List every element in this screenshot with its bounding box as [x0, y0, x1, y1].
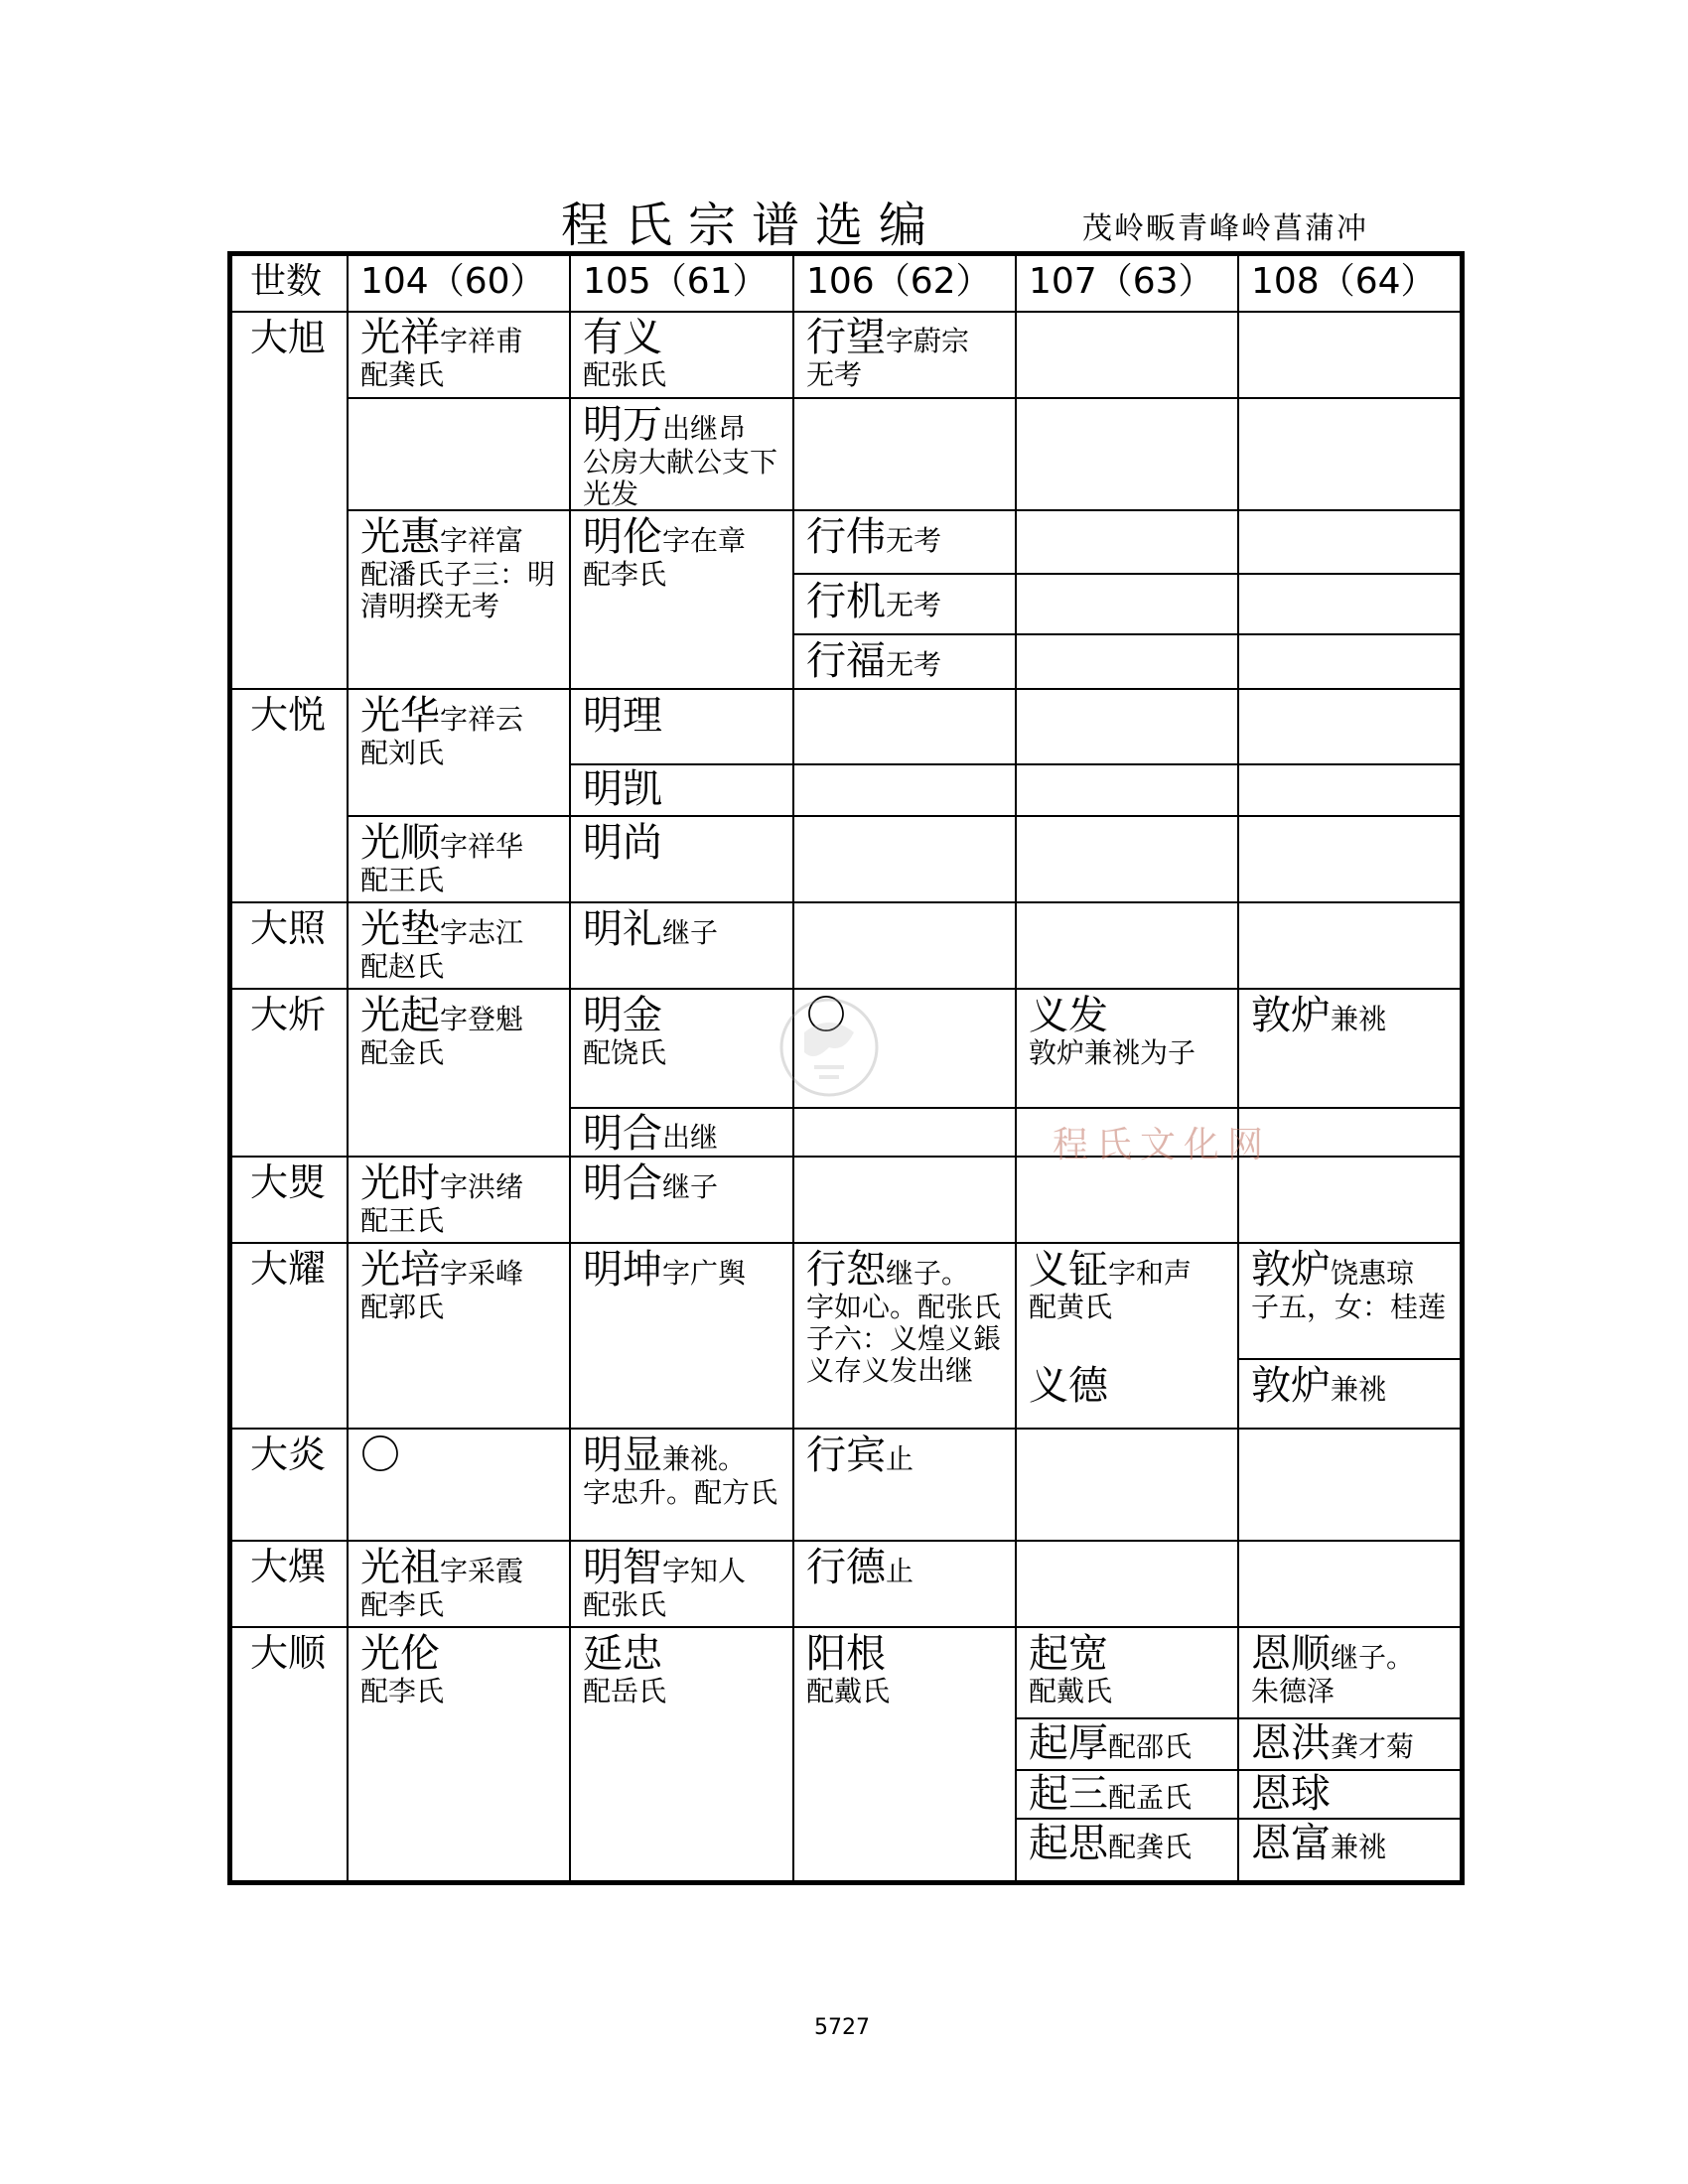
person-detail: 配黄氏 [1029, 1291, 1113, 1323]
person-name: 恩富 [1251, 1822, 1331, 1865]
person-name: 起三 [1029, 1772, 1108, 1816]
entry-cell [360, 907, 567, 983]
person-name: 光祥 [360, 316, 440, 360]
person-note: 字采霞 [440, 1555, 524, 1587]
person-note: 出继 [662, 1121, 719, 1154]
page-number: 5727 [814, 2015, 870, 2040]
row-divider [1237, 1358, 1460, 1360]
entry-cell [1029, 1822, 1235, 1865]
person-name: 敦炉 [1251, 1248, 1331, 1293]
entry-cell [806, 1546, 1013, 1589]
gen-label: 大旭 [250, 316, 327, 359]
person-name: 明坤 [583, 1248, 662, 1292]
col-divider [569, 256, 571, 1880]
person-detail: 敦炉兼祧为子 [1029, 1036, 1196, 1069]
row-divider [232, 688, 1460, 690]
person-name: 光起 [360, 994, 440, 1038]
person-name: 明金 [583, 994, 662, 1038]
row-divider [232, 1428, 1460, 1430]
person-name: 恩球 [1251, 1772, 1331, 1816]
person-note: 字知人 [662, 1555, 747, 1587]
entry-cell [806, 639, 1013, 683]
entry-cell [583, 821, 789, 865]
col-header-105: 105（61） [583, 261, 769, 302]
person-detail: 配潘氏子三：明清明揆无考 [360, 558, 555, 622]
col-header-107: 107（63） [1029, 261, 1214, 302]
entry-cell [1251, 1772, 1458, 1816]
person-detail: 配张氏 [583, 358, 667, 391]
col-divider [347, 256, 349, 1880]
entry-cell [583, 403, 777, 510]
unknown-marker: 〇 [806, 994, 846, 1037]
person-note: 继子 [662, 1170, 719, 1203]
person-detail: 配刘氏 [360, 737, 445, 769]
person-note: 无考 [886, 648, 942, 681]
entry-cell [583, 907, 789, 951]
entry-cell [360, 1161, 567, 1237]
watermark-seal-icon [774, 993, 884, 1112]
person-name: 光顺 [360, 821, 440, 866]
entry-cell [1251, 1632, 1458, 1707]
gen-label: 大耀 [250, 1247, 327, 1291]
person-note: 字志江 [440, 916, 524, 949]
col-header-108: 108（64） [1251, 261, 1437, 302]
person-detail: 配龚氏 [360, 358, 445, 391]
person-note: 继子。 [886, 1257, 970, 1290]
entry-cell [1251, 1721, 1458, 1765]
person-note: 兼祧 [1331, 1003, 1387, 1035]
person-note: 兼祧。 [662, 1442, 747, 1475]
gen-label: 大悦 [250, 693, 327, 737]
person-note: 兼祧 [1331, 1831, 1387, 1863]
person-note: 饶惠琼 [1331, 1257, 1415, 1290]
person-detail: 字忠升。配方氏 [583, 1476, 778, 1509]
person-detail: 配戴氏 [1029, 1675, 1113, 1707]
person-name: 明伦 [583, 515, 662, 560]
entry-cell [1029, 1772, 1235, 1816]
entry-cell [806, 316, 1013, 391]
person-detail: 公房大献公支下光发 [583, 446, 777, 510]
person-note: 龚才菊 [1331, 1730, 1415, 1763]
entry-cell [1251, 1248, 1450, 1323]
col-divider [1015, 256, 1017, 1880]
row-divider [347, 509, 1460, 511]
person-detail: 配饶氏 [583, 1036, 667, 1069]
entry-cell [360, 694, 567, 769]
person-note: 止 [886, 1442, 914, 1475]
person-name: 恩顺 [1251, 1632, 1331, 1677]
person-name: 延忠 [583, 1632, 662, 1677]
person-detail: 配岳氏 [583, 1675, 667, 1707]
gen-label: 大熼 [250, 1545, 327, 1588]
entry-cell [583, 994, 789, 1069]
entry-cell [360, 1248, 567, 1323]
person-name: 明合 [583, 1161, 662, 1205]
entry-cell [583, 767, 789, 811]
person-name: 明合 [583, 1112, 662, 1156]
entry-cell [1029, 994, 1207, 1069]
person-note: 字登魁 [440, 1003, 524, 1035]
col-header-104: 104（60） [360, 261, 546, 302]
row-divider [792, 633, 1460, 635]
person-note: 字在章 [662, 524, 747, 557]
person-name: 行望 [806, 316, 886, 360]
row-divider [232, 1242, 1460, 1244]
col-header-106: 106（62） [806, 261, 992, 302]
person-note: 继子 [662, 916, 719, 949]
person-detail: 配张氏 [583, 1588, 667, 1621]
person-detail: 配王氏 [360, 1204, 445, 1237]
person-detail: 配戴氏 [806, 1675, 891, 1707]
person-detail: 配李氏 [360, 1588, 445, 1621]
entry-cell [360, 1546, 567, 1621]
person-name: 明显 [583, 1433, 662, 1478]
person-note: 继子。 [1331, 1641, 1415, 1674]
person-name: 行德 [806, 1546, 886, 1589]
person-name: 光华 [360, 694, 440, 739]
entry-cell [583, 1433, 781, 1509]
person-note: 出继昂 [662, 412, 747, 445]
row-divider [232, 1540, 1460, 1542]
person-name: 义钲 [1029, 1248, 1108, 1293]
entry-cell [583, 1161, 789, 1205]
gen-label: 大煛 [250, 1160, 327, 1204]
entry-cell [360, 1632, 567, 1707]
col-header-generation: 世数 [250, 261, 323, 302]
person-note: 字祥华 [440, 830, 524, 863]
person-note: 字洪绪 [440, 1170, 524, 1203]
person-note: 配孟氏 [1108, 1781, 1193, 1814]
row-divider [232, 1156, 1460, 1158]
person-name: 光时 [360, 1161, 440, 1206]
person-detail: 配郭氏 [360, 1291, 445, 1323]
entry-cell [360, 1433, 567, 1477]
entry-cell [1029, 1248, 1235, 1323]
person-name: 光祖 [360, 1546, 440, 1590]
entry-cell [806, 1248, 1005, 1387]
entry-cell [583, 694, 789, 738]
gen-label: 大炘 [250, 993, 327, 1036]
person-name: 行恕 [806, 1248, 886, 1293]
person-name: 恩洪 [1251, 1721, 1331, 1765]
row-divider [347, 397, 1460, 399]
person-name: 行机 [806, 580, 886, 623]
person-name: 明凯 [583, 767, 662, 811]
unknown-marker: 〇 [360, 1433, 400, 1477]
person-name: 明礼 [583, 907, 662, 951]
gen-label: 大炎 [250, 1433, 327, 1476]
person-detail: 配李氏 [360, 1675, 445, 1707]
entry-cell [806, 580, 1013, 623]
person-note: 兼祧 [1331, 1373, 1387, 1406]
person-name: 敦炉 [1251, 994, 1331, 1037]
person-name: 明万 [583, 403, 662, 448]
entry-cell [806, 515, 1013, 559]
person-name: 义德 [1029, 1364, 1108, 1408]
row-divider [347, 815, 1460, 817]
entry-cell [1251, 1822, 1458, 1865]
entry-cell [583, 1632, 789, 1707]
person-detail: 朱德泽 [1251, 1675, 1336, 1707]
person-detail: 无考 [806, 358, 863, 391]
person-note: 止 [886, 1555, 914, 1587]
person-detail: 字如心。配张氏子六：义煌义鋹义存义发出继 [806, 1291, 1002, 1387]
gen-label: 大照 [250, 906, 327, 950]
person-name: 明尚 [583, 821, 662, 865]
entry-cell [1251, 994, 1458, 1037]
person-name: 义发 [1029, 994, 1108, 1038]
entry-cell [583, 1112, 789, 1156]
person-note: 字和声 [1108, 1257, 1193, 1290]
person-name: 行福 [806, 639, 886, 683]
person-note: 字祥富 [440, 524, 524, 557]
person-name: 明理 [583, 694, 662, 738]
entry-cell [583, 515, 789, 591]
person-note: 配邵氏 [1108, 1730, 1193, 1763]
person-name: 明智 [583, 1546, 662, 1590]
entry-cell [1251, 1364, 1458, 1408]
person-name: 起厚 [1029, 1721, 1108, 1765]
entry-cell [1029, 1632, 1235, 1707]
person-name: 起思 [1029, 1822, 1108, 1865]
entry-cell [583, 1546, 789, 1621]
person-name: 光伦 [360, 1632, 440, 1677]
entry-cell [806, 1433, 1013, 1477]
person-note: 字广舆 [662, 1257, 747, 1290]
row-divider [792, 573, 1460, 575]
location-title: 茂岭畈青峰岭菖蒲冲 [1082, 211, 1368, 246]
entry-cell [1029, 1364, 1235, 1408]
person-detail: 配王氏 [360, 864, 445, 896]
watermark-text: 程氏文化网 [1053, 1125, 1272, 1165]
entry-cell [360, 821, 567, 896]
person-note: 无考 [886, 524, 942, 557]
row-divider [232, 311, 1460, 313]
person-name: 光惠 [360, 515, 440, 560]
row-divider [232, 1626, 1460, 1628]
person-note: 配龚氏 [1108, 1831, 1193, 1863]
person-name: 光培 [360, 1248, 440, 1293]
person-detail: 配李氏 [583, 558, 667, 591]
person-note: 字祥甫 [440, 325, 524, 357]
person-detail: 配赵氏 [360, 950, 445, 983]
entry-cell [806, 1632, 1013, 1707]
person-note: 字蔚宗 [886, 325, 970, 357]
person-note: 无考 [886, 589, 942, 621]
entry-cell [583, 316, 789, 391]
person-name: 敦炉 [1251, 1364, 1331, 1408]
person-name: 起宽 [1029, 1632, 1108, 1677]
page-title: 程氏宗谱选编 [561, 198, 943, 253]
person-name: 行伟 [806, 515, 886, 559]
person-note: 字采峰 [440, 1257, 524, 1290]
row-divider [232, 988, 1460, 990]
person-name: 阳根 [806, 1632, 886, 1677]
person-name: 行宾 [806, 1433, 886, 1477]
entry-cell [360, 515, 555, 622]
entry-cell [1029, 1721, 1235, 1765]
entry-cell [360, 316, 567, 391]
person-name: 光垫 [360, 907, 440, 952]
person-detail: 配金氏 [360, 1036, 445, 1069]
person-name: 有义 [583, 316, 662, 360]
person-detail: 子五，女：桂莲 [1251, 1291, 1447, 1323]
col-divider [1460, 256, 1462, 1880]
col-divider [1237, 256, 1239, 1880]
person-note: 字祥云 [440, 703, 524, 736]
entry-cell [360, 994, 567, 1069]
entry-cell [583, 1248, 789, 1292]
row-divider [232, 901, 1460, 903]
gen-label: 大顺 [250, 1631, 327, 1675]
